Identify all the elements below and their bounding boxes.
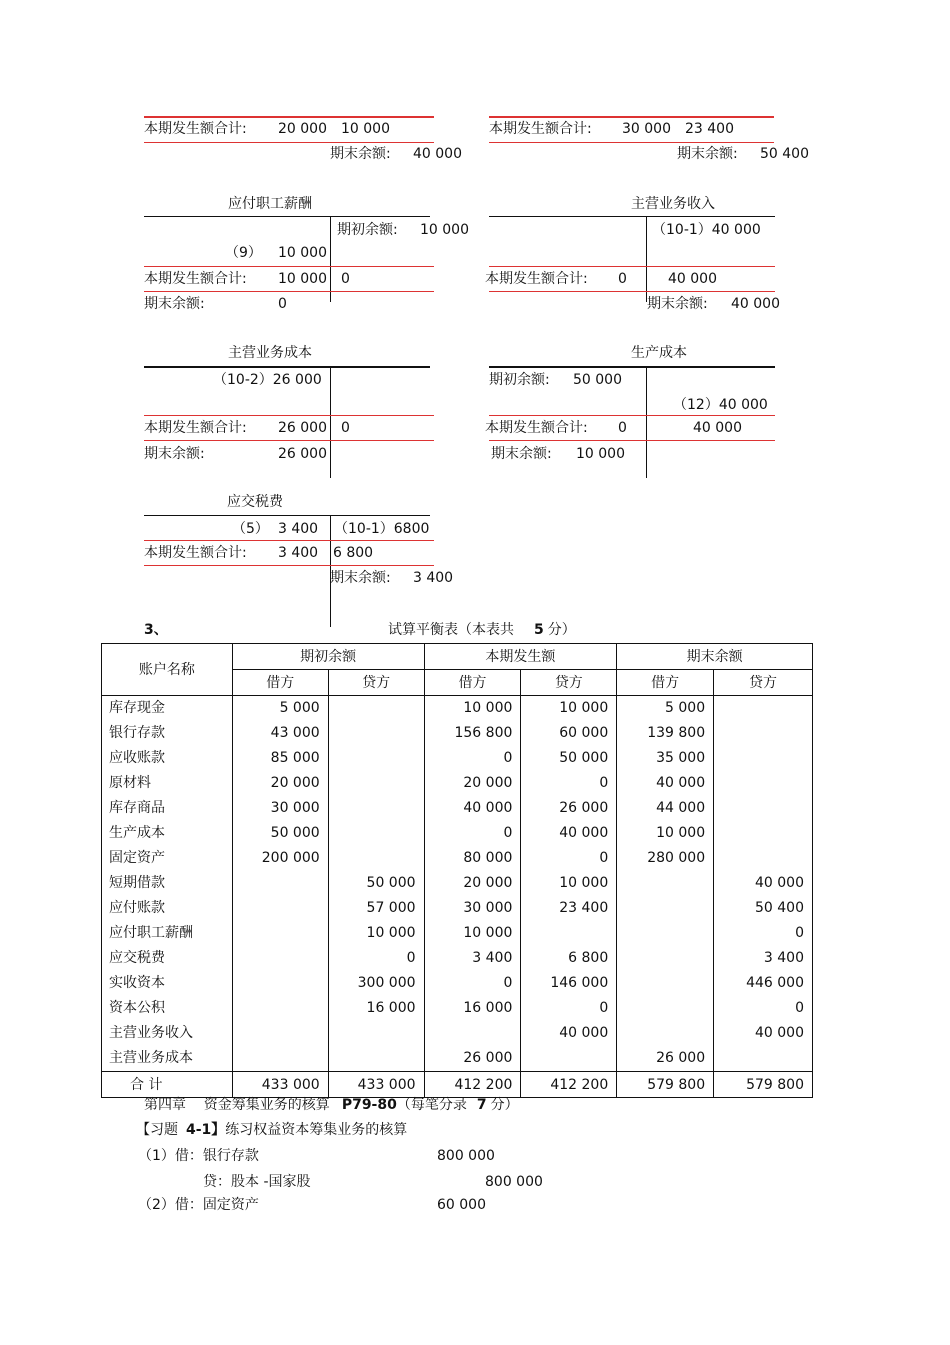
amount-cell: [714, 746, 812, 771]
amount-cell: [714, 821, 812, 846]
sum-debit: 26 000: [278, 420, 327, 436]
ending-debit-column: [617, 696, 714, 1072]
amount-cell: 10 000: [463, 700, 513, 716]
amount-cell: 57 000: [366, 900, 416, 916]
account-name-cell: 固定资产: [109, 850, 165, 866]
amount-cell: 200 000: [261, 850, 320, 866]
amount-cell: [617, 996, 713, 1021]
end-label: 期末余额:: [647, 296, 708, 312]
amount-cell: [617, 971, 713, 996]
account-title: 应交税费: [227, 494, 283, 510]
end-value: 50 400: [760, 146, 809, 162]
header-account: 账户名称: [102, 644, 233, 696]
chapter-pages: P79-80: [341, 1097, 397, 1113]
header-debit: 借方: [232, 670, 328, 696]
journal-entry-label: （2）借：固定资产: [138, 1197, 259, 1213]
account-title: 应付职工薪酬: [228, 196, 312, 212]
sum-credit: 10 000: [341, 121, 390, 137]
account-name-cell: 主营业务收入: [109, 1025, 193, 1041]
amount-cell: [617, 896, 713, 921]
sum-credit: 40 000: [668, 271, 717, 287]
entry-debit: 3 400: [278, 521, 319, 537]
account-name-cell: 应收账款: [109, 750, 165, 766]
amount-cell: [233, 946, 328, 971]
amount-cell: 10 000: [656, 825, 706, 841]
amount-cell: 139 800: [647, 725, 706, 741]
sum-debit: 3 400: [278, 545, 319, 561]
account-title: 生产成本: [631, 345, 687, 361]
amount-cell: 0: [503, 975, 513, 991]
total-period-credit: 412 200: [521, 1072, 617, 1098]
amount-cell: 40 000: [559, 1025, 609, 1041]
sum-debit: 0: [618, 271, 627, 287]
chapter-score-suffix: 分）: [490, 1097, 519, 1113]
amount-cell: 3 400: [763, 950, 804, 966]
total-ending-debit: 579 800: [617, 1072, 714, 1098]
amount-cell: [233, 921, 328, 946]
sum-debit: 10 000: [278, 271, 327, 287]
amount-cell: 40 000: [755, 875, 804, 891]
amount-cell: [329, 796, 424, 821]
sum-label: 本期发生额合计:: [485, 420, 588, 436]
opening-value: 10 000: [420, 222, 469, 238]
amount-cell: 40 000: [559, 825, 609, 841]
account-name-cell: 生产成本: [109, 825, 165, 841]
amount-cell: 26 000: [559, 800, 609, 816]
table-title-score: 5: [534, 622, 544, 638]
sum-credit: 0: [341, 271, 350, 287]
amount-cell: 0: [503, 825, 513, 841]
amount-cell: 30 000: [270, 800, 320, 816]
account-name-cell: 主营业务成本: [109, 1050, 193, 1066]
amount-cell: [714, 721, 812, 746]
header-period: 本期发生额: [424, 644, 617, 670]
journal-entry-label: 贷：股本 -国家股: [203, 1174, 311, 1190]
chapter-score: 7: [476, 1097, 487, 1113]
amount-cell: 3 400: [472, 950, 513, 966]
total-opening-debit: 433 000: [232, 1072, 328, 1098]
amount-cell: 85 000: [270, 750, 320, 766]
section-number: 3、: [144, 622, 168, 638]
amount-cell: 10 000: [559, 700, 609, 716]
sum-debit: 20 000: [278, 121, 327, 137]
period-debit-column: [424, 696, 521, 1072]
header-credit: 贷方: [714, 670, 813, 696]
amount-cell: [714, 1046, 812, 1071]
journal-entry-amount: 60 000: [437, 1197, 486, 1213]
trial-balance-table: [101, 643, 813, 1098]
amount-cell: 44 000: [656, 800, 706, 816]
end-label: 期末余额:: [144, 446, 205, 462]
amount-cell: [329, 821, 424, 846]
account-name-cell: 资本公积: [109, 1000, 165, 1016]
amount-cell: 26 000: [463, 1050, 513, 1066]
end-value: 26 000: [278, 446, 327, 462]
amount-cell: 300 000: [357, 975, 416, 991]
sum-credit: 40 000: [693, 420, 742, 436]
header-credit: 贷方: [328, 670, 424, 696]
sum-credit: 23 400: [685, 121, 734, 137]
amount-cell: [329, 696, 424, 721]
amount-cell: 10 000: [559, 875, 609, 891]
opening-label: 期初余额:: [337, 222, 398, 238]
header-debit: 借方: [424, 670, 521, 696]
account-title: 主营业务收入: [631, 196, 715, 212]
account-name-cell: 库存现金: [109, 700, 165, 716]
account-name-cell: 应付账款: [109, 900, 165, 916]
amount-cell: [233, 1046, 328, 1071]
header-opening: 期初余额: [232, 644, 424, 670]
amount-cell: 0: [599, 1000, 609, 1016]
entry: （10-1）40 000: [652, 222, 761, 238]
ending-credit-column: [714, 696, 813, 1072]
sum-label: 本期发生额合计:: [489, 121, 592, 137]
amount-cell: 40 000: [656, 775, 706, 791]
header-ending: 期末余额: [617, 644, 813, 670]
exercise-title: 练习权益资本筹集业务的核算: [225, 1122, 408, 1138]
amount-cell: 146 000: [550, 975, 609, 991]
sum-label: 本期发生额合计:: [485, 271, 588, 287]
entry: （12）40 000: [673, 397, 768, 413]
account-name-cell: 原材料: [109, 775, 151, 791]
account-name-cell: 短期借款: [109, 875, 165, 891]
amount-cell: 0: [795, 1000, 804, 1016]
amount-cell: 23 400: [559, 900, 609, 916]
amount-cell: [617, 921, 713, 946]
amount-cell: [233, 896, 328, 921]
opening-debit-column: [232, 696, 328, 1072]
end-value: 40 000: [413, 146, 462, 162]
amount-cell: 0: [599, 775, 609, 791]
amount-cell: 26 000: [656, 1050, 706, 1066]
account-title: 主营业务成本: [228, 345, 312, 361]
amount-cell: 0: [795, 925, 804, 941]
chapter-title: 第四章 资金筹集业务的核算: [144, 1097, 330, 1113]
sum-label: 本期发生额合计:: [144, 271, 247, 287]
amount-cell: 0: [503, 750, 513, 766]
amount-cell: 60 000: [559, 725, 609, 741]
total-period-debit: 412 200: [424, 1072, 521, 1098]
amount-cell: 20 000: [463, 875, 513, 891]
amount-cell: [617, 1021, 713, 1046]
amount-cell: 16 000: [366, 1000, 416, 1016]
table-title-prefix: 试算平衡表（本表共: [388, 622, 514, 638]
opening-value: 50 000: [573, 372, 622, 388]
amount-cell: 280 000: [647, 850, 706, 866]
account-name-cell: 银行存款: [109, 725, 165, 741]
amount-cell: 446 000: [746, 975, 804, 991]
amount-cell: [521, 921, 616, 946]
amount-cell: 30 000: [463, 900, 513, 916]
entry-value: 10 000: [278, 245, 327, 261]
amount-cell: [521, 1046, 616, 1071]
chapter-heading: [144, 1097, 519, 1113]
amount-cell: [714, 796, 812, 821]
opening-label: 期初余额:: [489, 372, 550, 388]
sum-debit: 0: [618, 420, 627, 436]
amount-cell: 50 400: [755, 900, 804, 916]
period-credit-column: [521, 696, 617, 1072]
amount-cell: [233, 871, 328, 896]
amount-cell: 40 000: [463, 800, 513, 816]
end-label: 期末余额:: [491, 446, 552, 462]
amount-cell: 6 800: [568, 950, 609, 966]
end-value: 0: [278, 296, 287, 312]
amount-cell: [425, 1021, 521, 1046]
amount-cell: [714, 696, 812, 721]
amount-cell: [329, 746, 424, 771]
sum-label: 本期发生额合计:: [144, 420, 247, 436]
opening-credit-column: [328, 696, 424, 1072]
amount-cell: 43 000: [270, 725, 320, 741]
exercise-prefix: 【习题: [136, 1122, 178, 1138]
amount-cell: [329, 1046, 424, 1071]
chapter-score-prefix: （每笔分录: [396, 1097, 467, 1113]
journal-entry-amount: 800 000: [437, 1148, 495, 1164]
header-credit: 贷方: [521, 670, 617, 696]
amount-cell: 156 800: [454, 725, 513, 741]
amount-cell: 10 000: [463, 925, 513, 941]
end-value: 10 000: [576, 446, 625, 462]
account-name-cell: 应交税费: [109, 950, 165, 966]
journal-entry-amount: 800 000: [485, 1174, 543, 1190]
exercise-heading: [136, 1122, 407, 1138]
end-label: 期末余额:: [330, 570, 391, 586]
journal-entry-label: （1）借：银行存款: [138, 1148, 259, 1164]
amount-cell: [233, 971, 328, 996]
total-opening-credit: 433 000: [328, 1072, 424, 1098]
sum-credit: 6 800: [333, 545, 374, 561]
amount-cell: 40 000: [755, 1025, 804, 1041]
total-ending-credit: 579 800: [714, 1072, 813, 1098]
account-name-cell: 库存商品: [109, 800, 165, 816]
amount-cell: 20 000: [463, 775, 513, 791]
amount-cell: 20 000: [270, 775, 320, 791]
sum-label: 本期发生额合计:: [144, 545, 247, 561]
entry: （10-2）26 000: [213, 372, 322, 388]
amount-cell: [329, 771, 424, 796]
sum-debit: 30 000: [622, 121, 671, 137]
amount-cell: 0: [599, 850, 609, 866]
amount-cell: 35 000: [656, 750, 706, 766]
end-label: 期末余额:: [677, 146, 738, 162]
end-value: 3 400: [413, 570, 454, 586]
amount-cell: [233, 1021, 328, 1046]
amount-cell: 50 000: [366, 875, 416, 891]
header-debit: 借方: [617, 670, 714, 696]
entry-credit: （10-1）6800: [334, 521, 430, 537]
amount-cell: [617, 871, 713, 896]
entry-ref: （9）: [225, 245, 262, 261]
amount-cell: [714, 846, 812, 871]
amount-cell: 5 000: [665, 700, 706, 716]
entry-ref: （5）: [232, 521, 269, 537]
amount-cell: 5 000: [279, 700, 320, 716]
amount-cell: 50 000: [559, 750, 609, 766]
amount-cell: 10 000: [366, 925, 416, 941]
amount-cell: [329, 721, 424, 746]
amount-cell: 80 000: [463, 850, 513, 866]
amount-cell: [714, 771, 812, 796]
sum-credit: 0: [341, 420, 350, 436]
table-title-suffix: 分）: [547, 622, 576, 638]
amount-cell: [233, 996, 328, 1021]
amount-cell: 16 000: [463, 1000, 513, 1016]
account-name-cell: 实收资本: [109, 975, 165, 991]
amount-cell: 50 000: [270, 825, 320, 841]
end-label: 期末余额:: [144, 296, 205, 312]
account-names-column: [102, 696, 233, 1072]
sum-label: 本期发生额合计:: [144, 121, 247, 137]
amount-cell: [617, 946, 713, 971]
end-label: 期末余额:: [330, 146, 391, 162]
amount-cell: [329, 846, 424, 871]
end-value: 40 000: [731, 296, 780, 312]
amount-cell: [329, 1021, 424, 1046]
exercise-number: 4-1】: [186, 1122, 226, 1138]
total-label: 合 计: [102, 1072, 233, 1098]
table-title: [388, 622, 576, 638]
account-name-cell: 应付职工薪酬: [109, 925, 193, 941]
amount-cell: 0: [406, 950, 416, 966]
